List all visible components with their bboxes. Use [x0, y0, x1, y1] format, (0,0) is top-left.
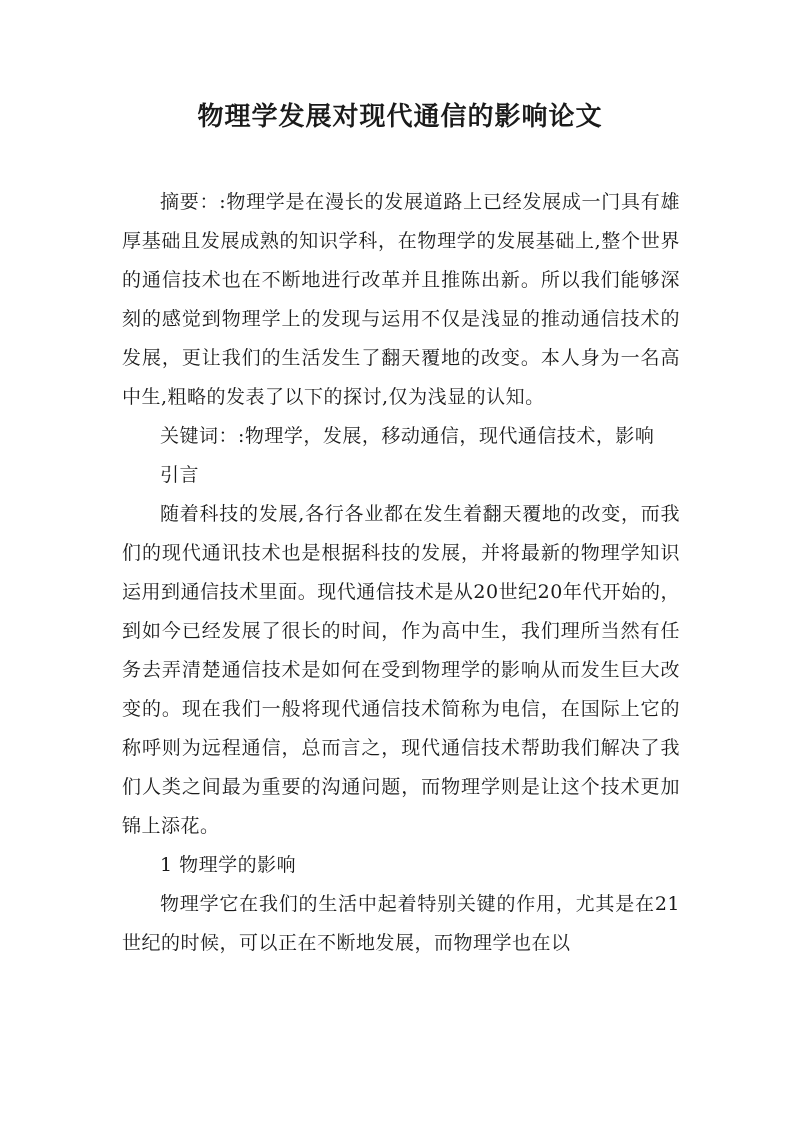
introduction-heading: 引言: [160, 464, 200, 486]
abstract-paragraph: 摘要：:物理学是在漫长的发展道路上已经发展成一门具有雄厚基础且发展成熟的知识学科，在物理学的发展基础上,整个世界的通信技术也在不断地进行改革并且推陈出新。所以我们能够深刻的感觉到物理学上的发现与运用不仅是浅显的推动通信技术的发展，更让我们的生活发生了翻天覆地的改变。本人身为一名高中生,粗略的发表了以下的探讨,仅为浅显的认知。: [122, 191, 680, 408]
section-1-paragraph: 物理学它在我们的生活中起着特别关键的作用，尤其是在21 世纪的时候，可以正在不断地发展，而物理学也在以: [122, 893, 680, 954]
document-body: [122, 183, 680, 963]
introduction-paragraph: 随着科技的发展,各行各业都在发生着翻天覆地的改变，而我们的现代通讯技术也是根据科技的发展，并将最新的物理学知识运用到通信技术里面。现代通信技术是从20世纪20年代开始的，到如今已经发展了很长的时间，作为高中生，我们理所当然有任务去弄清楚通信技术是如何在受到物理学的影响从而发生巨大改变的。现在我们一般将现代通信技术简称为电信，在国际上它的称呼则为远程通信，总而言之，现代通信技术帮助我们解决了我们人类之间最为重要的沟通问题，而物理学则是让这个技术更加锦上添花。: [122, 503, 680, 837]
keywords-paragraph: 关键词：:物理学，发展，移动通信，现代通信技术，影响: [160, 425, 655, 447]
document-title: 物理学发展对现代通信的影响论文: [197, 102, 603, 132]
section-1-heading: 1 物理学的影响: [160, 854, 297, 876]
